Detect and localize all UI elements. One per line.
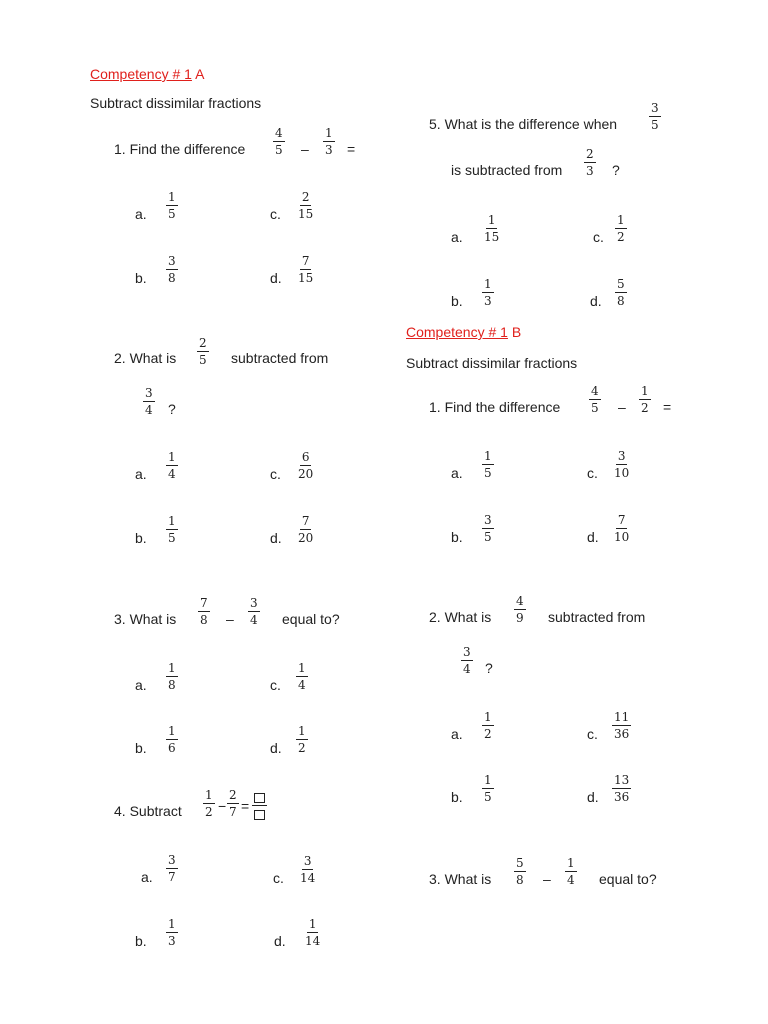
question-text: is subtracted from	[451, 162, 563, 178]
question-text: subtracted from	[548, 609, 646, 625]
choice-letter[interactable]: d.	[587, 789, 599, 805]
choice-letter[interactable]: b.	[135, 530, 147, 546]
fraction: $\frac{3}{4}$	[463, 645, 471, 676]
fraction: $\frac{1}{4}$	[567, 856, 575, 887]
choice-letter[interactable]: a.	[451, 465, 463, 481]
question-text: 2. What is	[114, 350, 177, 366]
fraction: $\frac{7}{8}$	[200, 596, 208, 627]
choice-letter[interactable]: a.	[451, 229, 463, 245]
choice-letter[interactable]: b.	[135, 740, 147, 756]
choice-letter[interactable]: c.	[273, 870, 284, 886]
choice-fraction: $\frac{13}{36}$	[614, 773, 630, 804]
choice-fraction: $\frac{1}{5}$	[484, 449, 492, 480]
choice-letter[interactable]: c.	[587, 726, 598, 742]
choice-fraction: $\frac{1}{6}$	[168, 724, 176, 755]
fraction: $\frac{3}{4}$	[250, 596, 258, 627]
fraction: $\frac{2}{5}$	[199, 336, 207, 367]
choice-letter[interactable]: b.	[135, 270, 147, 286]
fraction: $\frac{4}{9}$	[516, 594, 524, 625]
choice-fraction: $\frac{1}{5}$	[168, 190, 176, 221]
fraction: $\frac{3}{4}$	[145, 386, 153, 417]
choice-fraction: $\frac{3}{8}$	[168, 254, 176, 285]
choice-letter[interactable]: a.	[135, 206, 147, 222]
section-subtitle: Subtract dissimilar fractions	[90, 95, 262, 111]
choice-letter[interactable]: b.	[135, 933, 147, 949]
question-text: 3. What is	[429, 871, 492, 887]
choice-fraction: $\frac{3}{14}$	[300, 854, 316, 885]
fraction: $\frac{4}{5}$	[591, 384, 599, 415]
choice-fraction: $\frac{1}{2}$	[617, 213, 625, 244]
question-text: equal to?	[599, 871, 657, 887]
question-text: 5. What is the difference when	[429, 116, 618, 132]
fraction: $\frac{1}{2}$	[641, 384, 649, 415]
choice-letter[interactable]: b.	[451, 293, 463, 309]
choice-letter[interactable]: d.	[274, 933, 286, 949]
choice-letter[interactable]: c.	[270, 677, 281, 693]
choice-letter[interactable]: d.	[270, 530, 282, 546]
question-text: 1. Find the difference	[114, 141, 246, 157]
choice-fraction: $\frac{1}{15}$	[484, 213, 500, 244]
choice-letter[interactable]: a.	[135, 466, 147, 482]
choice-fraction: $\frac{2}{15}$	[298, 190, 314, 221]
choice-fraction: $\frac{5}{8}$	[617, 277, 625, 308]
choice-letter[interactable]: d.	[587, 529, 599, 545]
fraction: $\frac{1}{3}$	[325, 126, 333, 157]
choice-fraction: $\frac{1}{4}$	[298, 661, 306, 692]
choice-letter[interactable]: d.	[270, 270, 282, 286]
competency-heading-b: Competency # 1 B	[406, 324, 522, 340]
choice-letter[interactable]: d.	[270, 740, 282, 756]
choice-fraction: $\frac{1}{2}$	[298, 724, 306, 755]
choice-letter[interactable]: d.	[590, 293, 602, 309]
choice-fraction: $\frac{1}{8}$	[168, 661, 176, 692]
choice-letter[interactable]: c.	[593, 229, 604, 245]
fraction: $\frac{1}{2}$	[205, 788, 213, 819]
choice-letter[interactable]: a.	[141, 869, 153, 885]
question-text: equal to?	[282, 611, 340, 627]
choice-fraction: $\frac{11}{36}$	[614, 710, 630, 741]
fraction: $\frac{2}{7}$	[229, 788, 237, 819]
fraction: $\frac{4}{5}$	[275, 126, 283, 157]
choice-fraction: $\frac{7}{15}$	[298, 254, 314, 285]
choice-fraction: $\frac{1}{3}$	[168, 917, 176, 948]
choice-fraction: $\frac{1}{2}$	[484, 710, 492, 741]
question-text: subtracted from	[231, 350, 329, 366]
empty-answer-fraction	[252, 790, 267, 821]
choice-fraction: $\frac{1}{4}$	[168, 450, 176, 481]
question-text: 3. What is	[114, 611, 177, 627]
choice-fraction: $\frac{3}{10}$	[614, 449, 630, 480]
choice-letter[interactable]: b.	[451, 789, 463, 805]
choice-fraction: $\frac{6}{20}$	[298, 450, 314, 481]
choice-letter[interactable]: c.	[270, 466, 281, 482]
choice-fraction: $\frac{1}{3}$	[484, 277, 492, 308]
choice-letter[interactable]: c.	[587, 465, 598, 481]
question-text: 1. Find the difference	[429, 399, 561, 415]
choice-fraction: $\frac{7}{20}$	[298, 514, 314, 545]
choice-letter[interactable]: b.	[451, 529, 463, 545]
question-text: 4. Subtract	[114, 803, 182, 819]
choice-fraction: $\frac{1}{5}$	[168, 514, 176, 545]
choice-fraction: $\frac{3}{7}$	[168, 853, 176, 884]
choice-fraction: $\frac{1}{14}$	[305, 917, 321, 948]
choice-letter[interactable]: a.	[135, 677, 147, 693]
fraction: $\frac{3}{5}$	[651, 101, 659, 132]
choice-fraction: $\frac{3}{5}$	[484, 513, 492, 544]
choice-letter[interactable]: a.	[451, 726, 463, 742]
question-text: 2. What is	[429, 609, 492, 625]
competency-link[interactable]: Competency # 1	[90, 66, 192, 82]
competency-heading-a: Competency # 1 A	[90, 66, 205, 82]
fraction: $\frac{2}{3}$	[586, 147, 594, 178]
choice-letter[interactable]: c.	[270, 206, 281, 222]
section-subtitle: Subtract dissimilar fractions	[406, 355, 578, 371]
competency-link[interactable]: Competency # 1	[406, 324, 508, 340]
fraction: $\frac{5}{8}$	[516, 856, 524, 887]
choice-fraction: $\frac{7}{10}$	[614, 513, 630, 544]
choice-fraction: $\frac{1}{5}$	[484, 773, 492, 804]
